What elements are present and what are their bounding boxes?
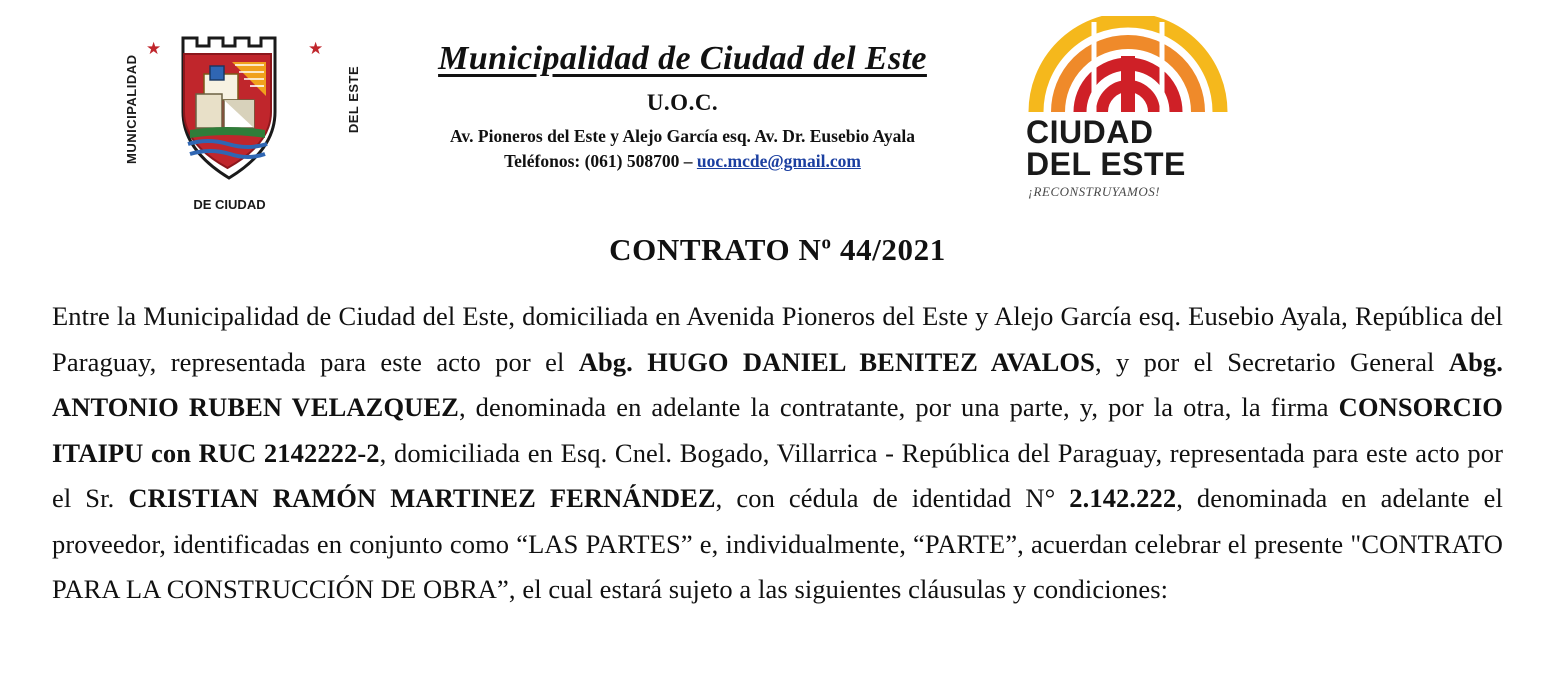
crest-label-right: DEL ESTE [345,65,361,134]
party-representative-2: Abg. ANTONIO RUBEN VELAZQUEZ [52,346,1503,423]
star-icon: ★ [308,39,324,58]
header-title-block [355,40,1010,175]
paragraph-part-4: , domiciliada en Esq. Cnel. Bogado, Villarrica - República del Paraguay, representada para este acto por el Sr. [52,437,1503,514]
organization-subtitle: U.O.C. [646,90,719,115]
ciudad-del-este-logo [1020,16,1235,206]
email-link[interactable]: uoc.mcde@gmail.com [696,151,861,172]
page-title [0,232,1555,268]
crest-label-bottom: DE CIUDAD [193,197,266,212]
paragraph-part-2: , y por el Secretario General [1094,346,1449,377]
identity-number: 2.142.222 [1069,483,1177,514]
paragraph-part-1: Entre la Municipalidad de Ciudad del Este, domiciliada en Avenida Pioneros del Este y Alejo García esq. Eusebio Ayala, República del Paraguay, representada para este acto por el [52,301,1503,377]
logo-line-2: DEL ESTE [1026,146,1186,182]
party-representative-1: Abg. HUGO DANIEL BENITEZ AVALOS [578,346,1095,377]
arc-rainbow-icon [1028,16,1228,116]
contract-title-prefix: CONTRATO N [609,232,822,267]
logo-line-1: CIUDAD [1026,114,1154,150]
paragraph-part-5: , con cédula de identidad N° [715,483,1070,514]
organization-phone [355,149,1010,174]
contract-title-ordinal: o [821,232,832,254]
star-icon: ★ [146,39,162,58]
paragraph-part-6: , denominada en adelante el proveedor, identificadas en conjunto como “LAS PARTES” e, individualmente, “PARTE”, acuerdan celebrar el presente "CONTRATO PARA LA CONSTRUCCIÓN DE OBRA”, el cual estará sujeto a las siguientes cláusulas y condiciones: [52,483,1503,605]
organization-title: Municipalidad de Ciudad del Este [438,40,927,77]
contract-number: 44/2021 [840,232,946,267]
phone-label: Teléfonos: (061) 508700 – [504,151,693,172]
supplier-company: CONSORCIO ITAIPU con RUC 2142222-2 [52,392,1503,468]
crest-shield-icon [160,20,295,190]
document-header [0,0,1555,220]
logo-tagline: ¡RECONSTRUYAMOS! [1028,184,1161,199]
crest-label-left: MUNICIPALIDAD [124,54,139,164]
coat-of-arms [120,14,361,214]
contract-intro-paragraph [52,294,1503,613]
organization-address: Av. Pioneros del Este y Alejo García esq. Av. Dr. Eusebio Ayala [450,126,915,146]
supplier-representative: CRISTIAN RAMÓN MARTINEZ FERNÁNDEZ [128,483,716,514]
paragraph-part-3: , denominada en adelante la contratante, por una parte, y, por la otra, la firma [458,392,1339,423]
